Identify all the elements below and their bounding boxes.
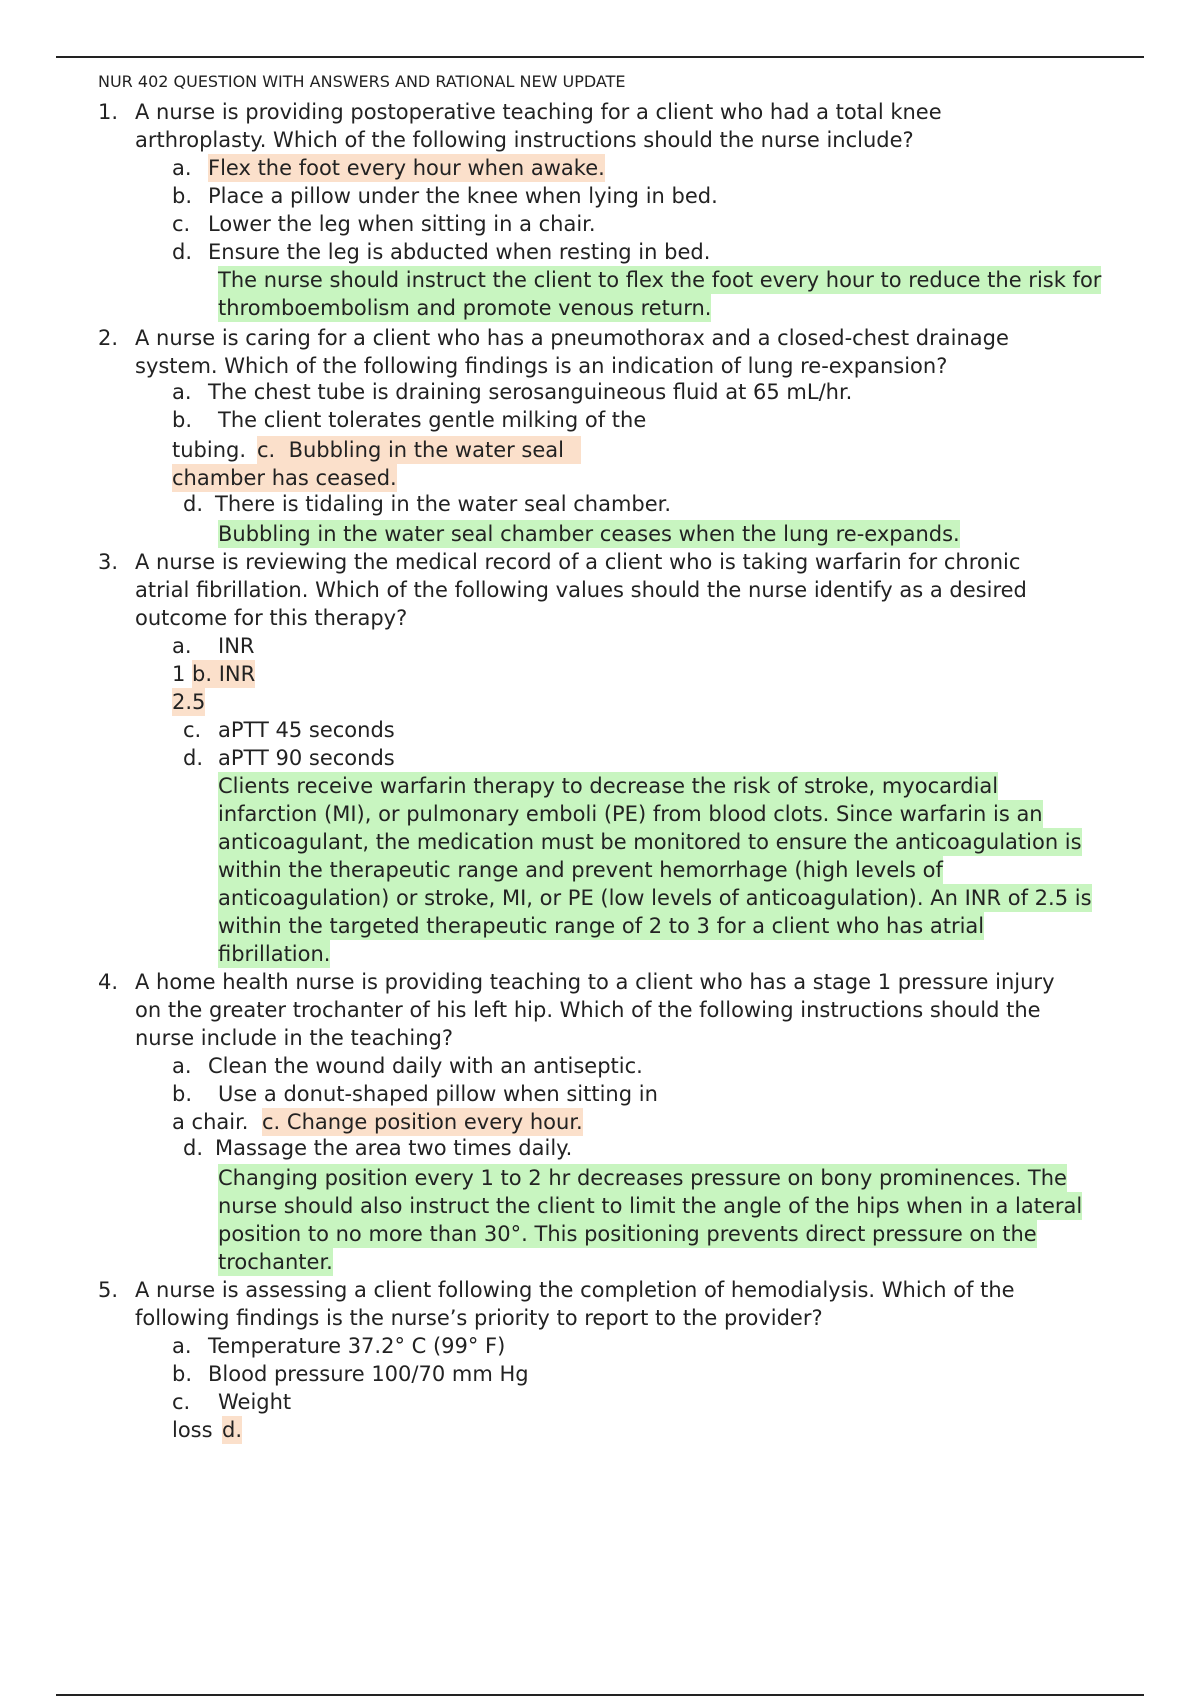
option-text: Place a pillow under the knee when lying in bed. (208, 184, 718, 208)
option-text: Ensure the leg is abducted when resting in bed. (208, 240, 711, 264)
option-letter: c. (172, 212, 191, 236)
question-number: 2. (98, 326, 119, 350)
correct-answer: 2.5 (172, 690, 206, 714)
correct-answer: Flex the foot every hour when awake. (208, 156, 605, 180)
rationale-text: nurse should also instruct the client to limit the angle of the hips when in a lateral (218, 1194, 1083, 1218)
rationale-text: thromboembolism and promote venous return. (218, 296, 712, 320)
rationale-text: anticoagulation) or stroke, MI, or PE (low levels of anticoagulation). An INR of 2.5 is (218, 886, 1092, 910)
option-letter: d. (183, 746, 204, 770)
option-text: Massage the area two times daily. (215, 1136, 573, 1160)
option-text: a chair. (172, 1110, 249, 1134)
rationale-text: infarction (MI), or pulmonary emboli (PE) from blood clots. Since warfarin is an (218, 802, 1043, 826)
rationale-text: anticoagulant, the medication must be monitored to ensure the anticoagulation is (218, 830, 1082, 854)
rationale-text: Clients receive warfarin therapy to decrease the risk of stroke, myocardial (218, 774, 999, 798)
rationale-text: Changing position every 1 to 2 hr decreases pressure on bony prominences. The (218, 1166, 1067, 1190)
rationale-text: The nurse should instruct the client to flex the foot every hour to reduce the risk for (218, 268, 1102, 292)
question-stem: on the greater trochanter of his left hip. Which of the following instructions should the (135, 998, 1041, 1022)
question-stem: A nurse is assessing a client following the completion of hemodialysis. Which of the (135, 1278, 1015, 1302)
bottom-rule (56, 1694, 1144, 1696)
option-letter: a. (172, 634, 192, 658)
question-stem: A home health nurse is providing teaching to a client who has a stage 1 pressure injury (135, 970, 1055, 994)
rationale-text: position to no more than 30°. This positioning prevents direct pressure on the (218, 1222, 1037, 1246)
option-text: Clean the wound daily with an antiseptic. (208, 1054, 643, 1078)
option-text: The chest tube is draining serosanguineous fluid at 65 mL/hr. (208, 380, 853, 404)
question-number: 5. (98, 1278, 119, 1302)
option-text: Blood pressure 100/70 mm Hg (208, 1362, 529, 1386)
option-text: INR (218, 662, 256, 686)
option-letter: c. (257, 438, 276, 462)
option-text: aPTT 45 seconds (218, 718, 395, 742)
option-text: Temperature 37.2° C (99° F) (208, 1334, 506, 1358)
question-stem: outcome for this therapy? (135, 606, 408, 630)
question-stem: atrial fibrillation. Which of the following values should the nurse identify as a desired (135, 578, 1027, 602)
option-text: Lower the leg when sitting in a chair. (208, 212, 596, 236)
option-text: There is tidaling in the water seal chamber. (215, 492, 672, 516)
option-letter: c. (172, 1390, 191, 1414)
question-number: 4. (98, 970, 119, 994)
option-letter: a. (172, 156, 192, 180)
correct-answer: chamber has ceased. (172, 466, 397, 490)
option-text: The client tolerates gentle milking of the (218, 408, 647, 432)
option-text: 1 (172, 662, 186, 686)
option-letter: a. (172, 380, 192, 404)
question-stem: following findings is the nurse’s priority to report to the provider? (135, 1306, 823, 1330)
option-letter: b. (172, 1082, 193, 1106)
option-letter: b. (192, 662, 213, 686)
option-letter: b. (172, 1362, 193, 1386)
option-text: aPTT 90 seconds (218, 746, 395, 770)
option-letter: d. (172, 240, 193, 264)
correct-answer (192, 660, 255, 688)
option-letter: d. (183, 1136, 204, 1160)
option-letter: b. (172, 408, 193, 432)
question-stem: system. Which of the following findings is an indication of lung re-expansion? (135, 354, 948, 378)
rationale-text: fibrillation. (218, 942, 331, 966)
question-stem: A nurse is providing postoperative teaching for a client who had a total knee (135, 100, 942, 124)
question-stem: A nurse is reviewing the medical record of a client who is taking warfarin for chronic (135, 550, 1021, 574)
option-text: loss (172, 1418, 213, 1442)
correct-answer (257, 436, 581, 464)
rationale-text: trochanter. (218, 1250, 333, 1274)
rationale-text: Bubbling in the water seal chamber ceases when the lung re-expands. (218, 522, 960, 546)
question-number: 1. (98, 100, 119, 124)
option-letter: c. (183, 718, 202, 742)
option-text: Use a donut-shaped pillow when sitting in (218, 1082, 658, 1106)
option-text: INR (218, 634, 255, 658)
correct-answer: d. (222, 1418, 243, 1442)
question-stem: nurse include in the teaching? (135, 1026, 454, 1050)
option-text: Weight (218, 1390, 292, 1414)
question-stem: arthroplasty. Which of the following instructions should the nurse include? (135, 128, 914, 152)
option-letter: c. (262, 1110, 281, 1134)
option-letter: b. (172, 184, 193, 208)
option-letter: a. (172, 1334, 192, 1358)
rationale-text: within the therapeutic range and prevent hemorrhage (high levels of (218, 858, 943, 882)
option-text: Bubbling in the water seal (288, 438, 564, 462)
option-letter: a. (172, 1054, 192, 1078)
question-stem: A nurse is caring for a client who has a pneumothorax and a closed-chest drainage (135, 326, 1009, 350)
top-rule (56, 56, 1144, 58)
question-number: 3. (98, 550, 119, 574)
option-letter: d. (183, 492, 204, 516)
document-title: NUR 402 QUESTION WITH ANSWERS AND RATIONAL NEW UPDATE (98, 72, 626, 91)
option-text: Change position every hour. (286, 1110, 583, 1134)
rationale-text: within the targeted therapeutic range of 2 to 3 for a client who has atrial (218, 914, 985, 938)
option-text: tubing. (172, 438, 247, 462)
correct-answer (262, 1108, 583, 1136)
